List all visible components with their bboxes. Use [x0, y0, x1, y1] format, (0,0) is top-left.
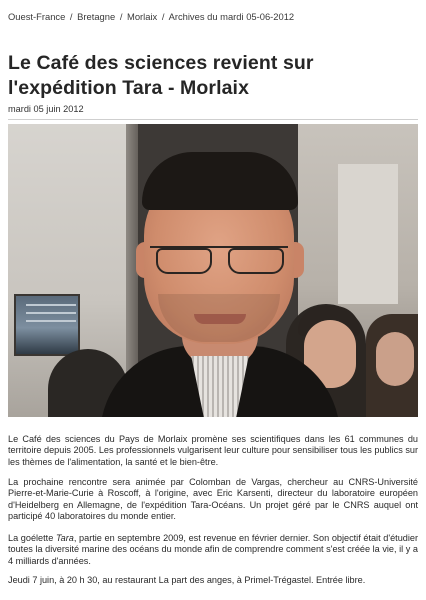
poster-line [26, 312, 76, 314]
photo-background-panel [338, 164, 398, 304]
subject-hair [142, 152, 298, 210]
breadcrumb-item-bretagne[interactable]: Bretagne [77, 11, 116, 22]
breadcrumb-item-morlaix[interactable]: Morlaix [127, 11, 158, 22]
article-date: mardi 05 juin 2012 [8, 104, 84, 114]
boat-name: Tara [55, 533, 74, 543]
article-photo [8, 124, 418, 417]
breadcrumb-separator: / [119, 11, 123, 22]
paragraph-3-start: La goélette [8, 533, 56, 543]
subject-glasses-lens [228, 248, 284, 274]
poster-line [26, 320, 76, 322]
breadcrumb-separator: / [161, 11, 165, 22]
title-divider [8, 119, 418, 120]
poster-line [26, 304, 76, 306]
article-paragraph-3 [8, 533, 418, 567]
subject-mouth [194, 314, 246, 324]
article-paragraph-1: Le Café des sciences du Pays de Morlaix promène ses scientifiques dans les 61 communes du territoire depuis 2005. Les professionnels vulgarisent leur culture pour sensibiliser tous les publics sur les thèmes de l'alimentation, la santé et le bien-être. [8, 434, 418, 467]
article-paragraph-2: La prochaine rencontre sera animée par Colomban de Vargas, chercheur au CNRS-Université Pierre-et-Marie-Curie à Roscoff, à l'origine, avec Eric Karsenti, directeur du laboratoire européen d'Heidelberg en Allemagne, de l'expédition Tara-Océans. Un projet géré par le CNRS auquel ont participé 40 laboratoires du monde entier. [8, 477, 418, 522]
photo-background-person-face [376, 332, 414, 386]
article-title: Le Café des sciences revient sur l'expédition Tara - Morlaix [8, 52, 314, 100]
breadcrumb-item-ouest-france[interactable]: Ouest-France [8, 11, 66, 22]
paragraph-3-end: , partie en septembre 2009, est revenue en février dernier. Son objectif était d'étudier toutes la diversité marine des océans du monde afin de comprendre comment s'est créée la vie, il y a 4 milliards d'années. [8, 533, 418, 566]
breadcrumb [8, 11, 418, 22]
photo-background-poster [14, 294, 80, 356]
subject-glasses-lens [156, 248, 212, 274]
article-paragraph-4: Jeudi 7 juin, à 20 h 30, au restaurant La part des anges, à Primel-Trégastel. Entrée libre. [8, 575, 366, 585]
breadcrumb-item-archives[interactable]: Archives du mardi 05-06-2012 [168, 11, 295, 22]
breadcrumb-separator: / [69, 11, 73, 22]
